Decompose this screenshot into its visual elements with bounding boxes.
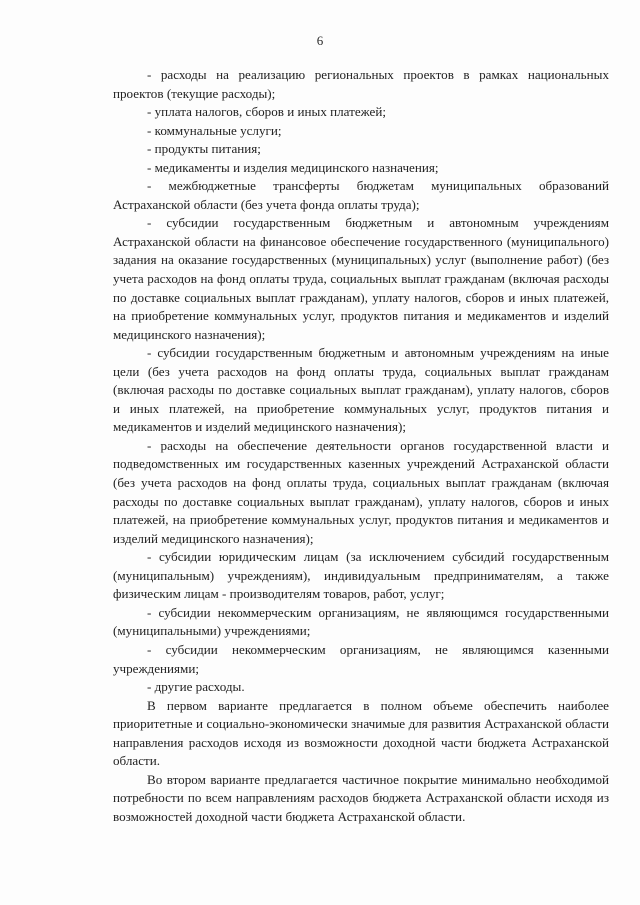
list-item: - межбюджетные трансферты бюджетам муниципальных образований Астраханской области (без учета фонда оплаты труда); <box>113 178 609 212</box>
list-item: - продукты питания; <box>147 141 261 157</box>
list-item: - коммунальные услуги; <box>147 122 282 138</box>
list-item: - субсидии юридическим лицам (за исключением субсидий государственным (муниципальным) учреждениям), индивидуальным предпринимателям, а также физическим лицам - производителям товаров, работ, услуг; <box>113 549 609 602</box>
list-item: - субсидии некоммерческим организациям, не являющимся государственными (муниципальными) учреждениями; <box>113 604 609 639</box>
paragraph-first-variant: В первом варианте предлагается в полном объеме обеспечить наиболее приоритетные и социально-экономически значимые для развития Астраханской области направления расходов исходя из возможности доходной части бюджета Астраханской области. <box>113 697 609 769</box>
list-item: - субсидии государственным бюджетным и автономным учреждениям Астраханской области на финансовое обеспечение государственного (муниципального) задания на оказание государственных (муниципальных) услуг (выполнение работ) (без учета расходов на фонд оплаты труда, социальных выплат гражданам (включая расходы по доставке социальных выплат гражданам), уплату налогов, сборов и иных платежей, на приобретение коммунальных услуг, продуктов питания и медикаментов и изделий медицинского назначения); <box>113 215 609 342</box>
list-item: - субсидии некоммерческим организациям, не являющимся казенными учреждениями; <box>113 641 609 676</box>
list-item: - расходы на реализацию региональных проектов в рамках национальных проектов (текущие расходы); <box>113 67 609 101</box>
list-item: - медикаменты и изделия медицинского назначения; <box>147 159 439 175</box>
list-item: - уплата налогов, сборов и иных платежей; <box>147 104 387 120</box>
list-item: - субсидии государственным бюджетным и автономным учреждениям на иные цели (без учета расходов на фонд оплаты труда, социальных выплат гражданам (включая расходы по доставке социальных выплат гражданам), уплату налогов, сборов и иных платежей, на приобретение коммунальных услуг, продуктов питания и медикаментов и изделий медицинского назначения); <box>113 345 609 435</box>
list-item: - другие расходы. <box>147 679 245 695</box>
page-number: 6 <box>316 33 324 48</box>
body-text <box>113 66 609 826</box>
paragraph-second-variant: Во втором варианте предлагается частичное покрытие минимально необходимой потребности по всем направлениям расходов бюджета Астраханской области исходя из возможностей доходной части бюджета Астраханской области. <box>113 771 609 824</box>
list-item: - расходы на обеспечение деятельности органов государственной власти и подведомственных им государственных казенных учреждений Астраханской области (без учета расходов на фонд оплаты труда, социальных выплат гражданам (включая расходы по доставке социальных выплат гражданам), уплату налогов, сборов и иных платежей, на приобретение коммунальных услуг, продуктов питания и медикаментов и изделий медицинского назначения); <box>113 437 609 546</box>
